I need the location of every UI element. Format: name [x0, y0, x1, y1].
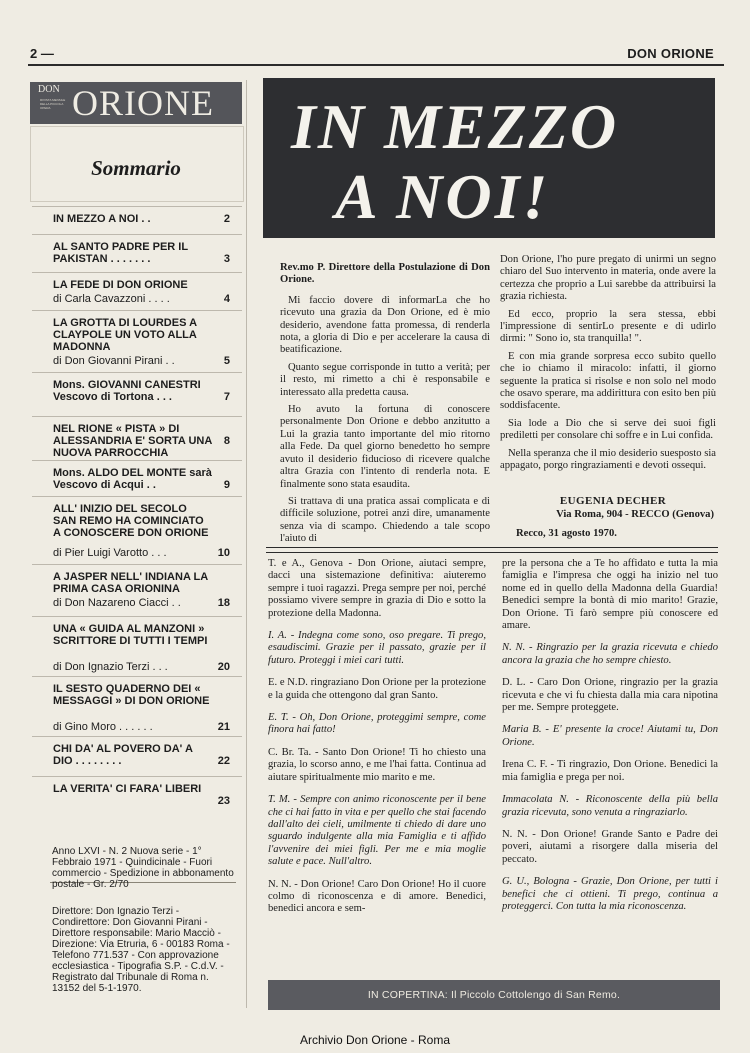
grace-entry: N. N. - Don Orione! Grande Santo e Padre dei poveri, aiutami a risorgere dalla miseria del peccato. — [502, 828, 718, 865]
toc-entry-title: LA VERITA' CI FARA' LIBERI — [53, 783, 202, 795]
toc-entry-title: UNA « GUIDA AL MANZONI » SCRITTORE DI TUTTI I TEMPI — [53, 623, 208, 647]
toc-entry-page: 20 — [217, 661, 230, 673]
letter-paragraph: E con mia grande sorpresa ecco subito quello che io chiamo il miracolo: infatti, il giorno seguente la pratica si risolse e non solo nel modo che osavo sperare, ma addirittura con esito ben più soddisfacente. — [500, 350, 716, 412]
toc-entry-title: LA GROTTA DI LOURDES A CLAYPOLE UN VOTO ALLA MADONNA — [53, 317, 197, 353]
imprint-issue: Anno LXVI - N. 2 Nuova serie - 1° Febbraio 1971 - Quindicinale - Fuori commercio - Spedizione in abbonamento postale - Gr. 2/70 — [52, 846, 234, 890]
toc-entry-title: A JASPER NELL' INDIANA LA PRIMA CASA ORIONINA — [53, 571, 208, 595]
grace-entry: C. Br. Ta. - Santo Don Orione! Ti ho chiesto una grazia, lo scorso anno, e me l'hai fatta. Continua ad aiutare spiritualmente mio marito e me. — [268, 746, 486, 783]
toc-entry-page: 8 — [223, 435, 230, 447]
cover-note-bar — [268, 980, 720, 1010]
toc-entry-page: 5 — [223, 355, 230, 367]
logo-don: DON — [38, 84, 60, 95]
letter-date: Recco, 31 agosto 1970. — [516, 528, 617, 539]
letter-address: Via Roma, 904 - RECCO (Genova) — [556, 509, 714, 520]
toc-entry[interactable] — [32, 564, 242, 617]
toc-entry[interactable] — [32, 616, 242, 677]
grace-entry: E. T. - Oh, Don Orione, proteggimi sempre, come finora hai fatto! — [268, 712, 486, 736]
letter-paragraph: Ed ecco, proprio la sera stessa, ebbi l'impressione di sentirLo presente e di udirlo dirmi: " Sono io, sta tranquilla! ". — [500, 308, 716, 345]
grace-entry: G. U., Bologna - Grazie, Don Orione, per tutti i benefici che ci ottieni. Ti prego, continua a proteggerci. Con tutta la mia riconoscenza. — [502, 876, 718, 912]
grace-entry: pre la persona che a Te ho affidato e tutta la mia famiglia e l'impresa che oggi ha inizio nel tuo nome ed in quello della Madonna della Guardia! Benedici sempre la bontà di mio marito! Grazie, Don Orione. Ti farò sempre più conoscere ed amare. — [502, 558, 718, 632]
graces-column-1 — [268, 558, 486, 926]
imprint-credits: Direttore: Don Ignazio Terzi - Condirettore: Don Giovanni Pirani - Direttore responsabile: Mario Macciò - Direzione: Via Etruria, 6 - 00183 Roma - Telefono 771.537 - Con approvazione ecclesiastica - Tipografia S.P. - C.d.V. - Registrato dal Tribunale di Roma n. 13152 del 5-1-1970. — [52, 906, 230, 994]
letter-column-1 — [280, 262, 490, 551]
logo-orione: ORIONE — [72, 83, 214, 123]
toc-entry-page: 2 — [223, 213, 230, 225]
letter-paragraph: Si trattava di una pratica assai complicata e di difficile soluzione, potrei anzi dire, umanamente senza via di scampo. Chiedendo a tale scopo l'aiuto di — [280, 495, 490, 545]
toc-entry-page: 23 — [217, 795, 230, 807]
grace-entry: Immacolata N. - Riconoscente della più bella grazia ricevuta, sono venuta a ringraziarlo. — [502, 794, 718, 818]
toc-entry-title: LA FEDE DI DON ORIONE — [53, 279, 188, 291]
letter-column-2 — [500, 254, 716, 478]
toc-entry-author: di Don Ignazio Terzi . . . — [53, 661, 168, 673]
cover-note: IN COPERTINA: Il Piccolo Cottolengo di San Remo. — [367, 989, 621, 1001]
letter-paragraph: Mi faccio dovere di informarLa che ho ricevuto una grazia da Don Orione, ed è mio desiderio, avendone fatta promessa, di renderla nota, a gloria di Dio e per accelerare la causa di beatificazione. — [280, 294, 490, 356]
toc-entry[interactable] — [32, 496, 242, 565]
sommario-title: Sommario — [91, 156, 181, 180]
toc-entry-author: di Don Nazareno Ciacci . . — [53, 597, 181, 609]
section-rule — [266, 547, 718, 553]
toc-entry-author: di Carla Cavazzoni . . . . — [53, 293, 170, 305]
title-banner — [263, 78, 715, 238]
toc-entry[interactable] — [32, 206, 242, 235]
toc-entry[interactable] — [32, 234, 242, 273]
page-number: 2 — — [30, 46, 54, 61]
archive-credit: Archivio Don Orione - Roma — [299, 1033, 451, 1047]
grace-entry: Maria B. - E' presente la croce! Aiutami tu, Don Orione. — [502, 724, 718, 748]
toc-entry-title: IL SESTO QUADERNO DEI « MESSAGGI » DI DON ORIONE — [53, 683, 210, 707]
grace-entry: N. N. - Ringrazio per la grazia ricevuta e chiedo ancora la grazia che ho sempre chiesto. — [502, 642, 718, 666]
toc-entry-title: ALL' INIZIO DEL SECOLO SAN REMO HA COMINCIATO A CONOSCERE DON ORIONE — [53, 503, 209, 539]
toc-entry-title: Mons. ALDO DEL MONTE sarà Vescovo di Acqui . . — [53, 467, 212, 491]
toc-entry-title: AL SANTO PADRE PER IL PAKISTAN . . . . . . . — [53, 241, 188, 265]
grace-entry: N. N. - Don Orione! Caro Don Orione! Ho il cuore colmo di riconoscenza e di amore. Benedici, benedici ancora e sem- — [268, 878, 486, 915]
banner-line-2: A NOI! — [335, 161, 551, 232]
toc-entry-page: 21 — [217, 721, 230, 733]
grace-entry: T. e A., Genova - Don Orione, aiutaci sempre, dacci una sistemazione definitiva: aiuteremo sempre i tuoi ragazzi. Prega sempre per noi, perché possiamo vivere sempre in grazia di Dio e sotto la protezione della Madonna. — [268, 558, 486, 619]
grace-entry: I. A. - Indegna come sono, oso pregare. Ti prego, esaudiscimi. Grazie per il passato, grazie per il futuro. Proteggi i miei cari tutti. — [268, 630, 486, 666]
grace-entry: Irena C. F. - Ti ringrazio, Don Orione. Benedici la mia famiglia e prega per noi. — [502, 759, 718, 783]
toc-entry[interactable] — [32, 776, 242, 817]
toc-entry[interactable] — [32, 416, 242, 461]
letter-paragraph: Don Orione, l'ho pure pregato di unirmi un segno chiaro del Suo intervento in materia, onde avere la certezza che proprio a Lui sarebbe da attribuirsi la grazia richiesta. — [500, 254, 716, 303]
toc-entry[interactable] — [32, 272, 242, 311]
toc-entry-page: 7 — [223, 391, 230, 403]
toc-entry-page: 9 — [223, 479, 230, 491]
grace-entry: D. L. - Caro Don Orione, ringrazio per la grazia ricevuta e che vi fu chiesta dalla mia cara nipotina per me. Sempre proteggete. — [502, 677, 718, 714]
grace-entry: T. M. - Sempre con animo riconoscente per il bene che ci hai fatto in vita e per quello che stai facendo dall'alto dei cieli, umilmente ti chiedo di dare uno sguardo indulgente alla mia Famiglia e ti affido l'avvenire dei miei figli. Per me e mia moglie salute e pace. Null'altro. — [268, 794, 486, 868]
toc-entry-title: NEL RIONE « PISTA » DI ALESSANDRIA E' SORTA UNA NUOVA PARROCCHIA — [53, 423, 212, 459]
toc-entry-page: 22 — [217, 755, 230, 767]
toc-entry-author: di Pier Luigi Varotto . . . — [53, 547, 167, 559]
toc-entry[interactable] — [32, 460, 242, 497]
magazine-logo — [30, 82, 242, 124]
letter-paragraph: Ho avuto la fortuna di conoscere personalmente Don Orione e debbo anzitutto a Lui la grazia tanto importante del mio ritorno alla Fede. Da quel giorno benedetto ho sempre avuto il desiderio fiducioso di ricevere qualche altra Grazia con l'intento di renderla nota. E finalmente sono stata esaudita. — [280, 404, 490, 490]
toc-entry[interactable] — [32, 310, 242, 373]
running-title: DON ORIONE — [627, 46, 714, 61]
letter-signature: EUGENIA DECHER — [559, 495, 667, 507]
toc-entry-page: 4 — [223, 293, 230, 305]
toc-entry[interactable] — [32, 736, 242, 777]
toc-entry-title: CHI DA' AL POVERO DA' A DIO . . . . . . . . — [53, 743, 193, 767]
toc-entry-page: 3 — [223, 253, 230, 265]
letter-paragraph: Quanto segue corrisponde in tutto a verità; per il resto, mi rimetto a chi è responsabile e interessato alla predetta causa. — [280, 361, 490, 398]
header-rule — [28, 64, 724, 66]
toc-entry-title: Mons. GIOVANNI CANESTRI Vescovo di Tortona . . . — [53, 379, 201, 403]
logo-small-print: RIVISTA MENSILE DELLA PICCOLA OPERA — [40, 98, 66, 110]
toc-entry[interactable] — [32, 372, 242, 417]
toc-entry-title: IN MEZZO A NOI . . — [53, 213, 151, 225]
toc-entry-author: di Gino Moro . . . . . . — [53, 721, 153, 733]
letter-paragraph: Nella speranza che il mio desiderio suesposto sia appagato, porgo ringraziamenti e devoti ossequi. — [500, 447, 716, 472]
toc-entry[interactable] — [32, 676, 242, 737]
toc-entry-author: di Don Giovanni Pirani . . — [53, 355, 175, 367]
toc-entry-page: 18 — [217, 597, 230, 609]
letter-paragraph: Sia lode a Dio che si serve dei suoi figli prediletti per consolare chi soffre e in Lui confida. — [500, 417, 716, 442]
letter-salutation: Rev.mo P. Direttore della Postulazione di Don Orione. — [280, 262, 490, 286]
banner-line-1: IN MEZZO — [291, 91, 619, 162]
grace-entry: E. e N.D. ringraziano Don Orione per la protezione e la guida che ottengono dal gran Santo. — [268, 677, 486, 701]
toc-entry-page: 10 — [217, 547, 230, 559]
graces-column-2 — [502, 558, 718, 923]
